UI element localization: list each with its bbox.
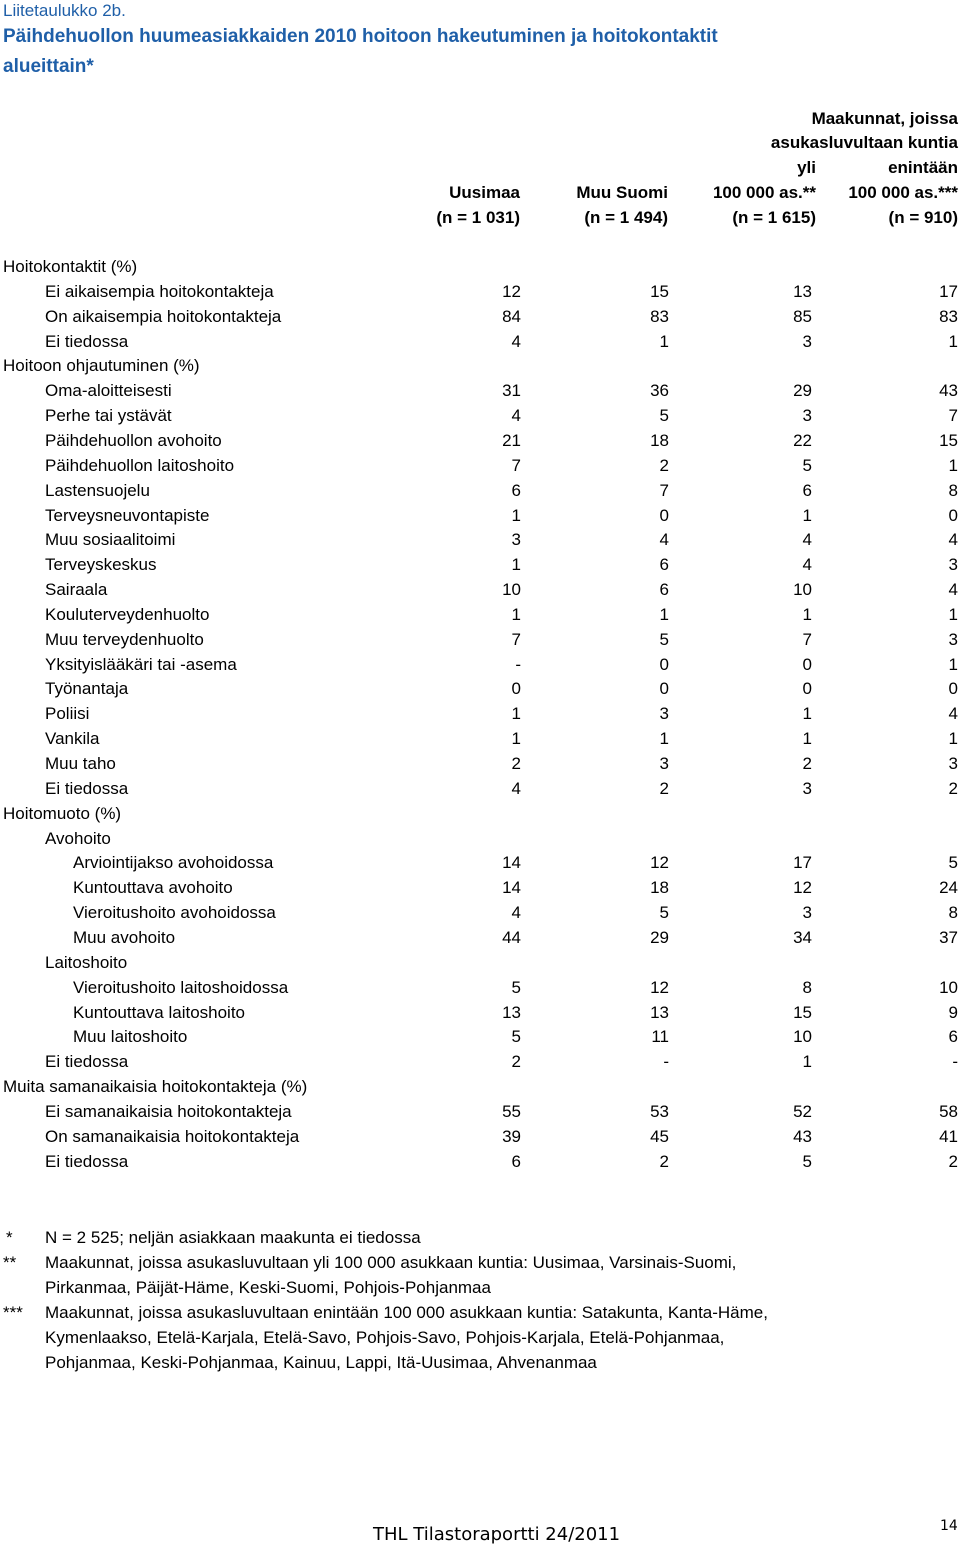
cell-value: 9 [948, 1002, 958, 1022]
cell-value: - [952, 1052, 958, 1072]
cell-value: 6 [511, 480, 521, 500]
row-label: Työnantaja [45, 679, 129, 699]
table-row [0, 1001, 960, 1026]
cell-value: 13 [650, 1002, 669, 1022]
table-row [0, 677, 960, 702]
cell-value: 29 [650, 927, 669, 947]
row-label: Oma-aloitteisesti [45, 381, 172, 401]
cell-value: 3 [948, 754, 958, 773]
cell-value: 3 [802, 903, 812, 923]
cell-value: 7 [511, 629, 521, 649]
cell-value: 4 [511, 778, 521, 798]
table-row [0, 404, 960, 429]
cell-value: 1 [659, 604, 669, 624]
cell-value: 8 [948, 480, 958, 500]
cell-value: 10 [502, 580, 521, 600]
cell-value: 1 [802, 704, 812, 724]
table-row [0, 1125, 960, 1150]
row-label: Poliisi [45, 704, 90, 724]
cell-value: 12 [650, 977, 669, 997]
cell-value: 11 [651, 1027, 669, 1047]
cell-value: 41 [939, 1126, 958, 1146]
cell-value: 1 [511, 555, 521, 575]
row-label: Hoitoon ohjautuminen (%) [3, 356, 200, 376]
cell-value: 21 [502, 430, 521, 450]
cell-value: 1 [659, 331, 669, 351]
cell-value: 14 [502, 878, 521, 898]
row-label: Muu laitoshoito [73, 1027, 188, 1047]
cell-value: 43 [939, 381, 958, 401]
cell-value: 4 [659, 530, 669, 550]
row-label: Hoitomuoto (%) [3, 803, 122, 823]
cell-value: 3 [948, 555, 958, 575]
cell-value: 6 [659, 555, 669, 575]
table-row [0, 354, 960, 379]
cell-value: 7 [802, 629, 812, 649]
document-title-line-1: Päihdehuollon huumeasiakkaiden 2010 hoitoon hakeutuminen ja hoitokontaktit [3, 26, 718, 47]
cell-value: 1 [802, 1052, 812, 1072]
row-label: On aikaisempia hoitokontakteja [45, 306, 282, 326]
cell-value: 0 [659, 505, 669, 525]
cell-value: 1 [802, 505, 812, 525]
cell-value: 6 [511, 1151, 521, 1171]
cell-value: 1 [948, 331, 958, 351]
cell-value: 1 [948, 654, 958, 674]
table-row [0, 330, 960, 355]
row-label: Ei samanaikaisia hoitokontakteja [45, 1101, 292, 1121]
table-row [0, 504, 960, 529]
cell-value: 83 [939, 306, 958, 326]
cell-value: 0 [511, 679, 521, 699]
cell-value: 17 [793, 853, 812, 873]
cell-value: 13 [502, 1002, 521, 1022]
footnote-1-line-1: N = 2 525; neljän asiakkaan maakunta ei tiedossa [45, 1228, 421, 1247]
row-label: Ei tiedossa [45, 1151, 129, 1171]
table-row [0, 603, 960, 628]
row-label: Yksityislääkäri tai -asema [45, 654, 237, 674]
cell-value: 2 [659, 1151, 669, 1171]
cell-value: 2 [948, 778, 958, 798]
cell-value: 4 [511, 406, 521, 426]
footnote-mark-1: * [6, 1228, 13, 1247]
cell-value: 10 [793, 1027, 812, 1047]
cell-value: 3 [802, 331, 812, 351]
cell-value: 3 [659, 754, 669, 773]
row-label: Laitoshoito [45, 952, 128, 972]
cell-value: 1 [659, 729, 669, 749]
cell-value: 2 [802, 754, 812, 773]
table-row [0, 1075, 960, 1100]
cell-value: 2 [948, 1151, 958, 1171]
cell-value: 15 [939, 430, 958, 450]
row-label: Kuntouttava laitoshoito [73, 1002, 246, 1022]
cell-value: 0 [802, 679, 812, 699]
row-label: Ei aikaisempia hoitokontakteja [45, 281, 274, 301]
table-row [0, 777, 960, 802]
cell-value: 1 [948, 604, 958, 624]
table-row [0, 429, 960, 454]
cell-value: 1 [511, 604, 521, 624]
cell-value: 3 [659, 704, 669, 724]
cell-value: 44 [502, 927, 521, 947]
cell-value: 15 [793, 1002, 812, 1022]
cell-value: 1 [511, 505, 521, 525]
report-footer: THL Tilastoraportti 24/2011 [373, 1524, 621, 1545]
cell-value: 3 [511, 530, 521, 550]
cell-value: 0 [948, 679, 958, 699]
cell-value: 37 [939, 927, 958, 947]
cell-value: 1 [802, 729, 812, 749]
cell-value: 2 [511, 754, 521, 773]
row-label: Päihdehuollon laitoshoito [45, 455, 235, 475]
cell-value: 17 [939, 281, 958, 301]
table-row [0, 1025, 960, 1050]
cell-value: 6 [802, 480, 812, 500]
column-header-uusimaa: Uusimaa [449, 183, 520, 202]
table-row [0, 827, 960, 852]
footnote-mark-3: *** [3, 1303, 23, 1322]
row-label: Ei tiedossa [45, 1052, 129, 1072]
column-subheading-yli: yli [797, 158, 816, 177]
row-label: Sairaala [45, 580, 108, 600]
footnote-3-line-1: Maakunnat, joissa asukasluvultaan enintään 100 000 asukkaan kuntia: Satakunta, Kanta-Häme, [45, 1303, 768, 1322]
cell-value: 29 [793, 381, 812, 401]
row-label: Avohoito [45, 828, 111, 848]
row-label: Hoitokontaktit (%) [3, 257, 138, 276]
cell-value: 7 [948, 406, 958, 426]
table-row [0, 752, 960, 777]
row-label: Päihdehuollon avohoito [45, 430, 222, 450]
cell-value: 5 [659, 629, 669, 649]
column-header-yli-100000: 100 000 as.** [712, 183, 816, 202]
footnote-3-line-3: Pohjanmaa, Keski-Pohjanmaa, Kainuu, Lappi, Itä-Uusimaa, Ahvenanmaa [45, 1353, 597, 1372]
cell-value: 45 [650, 1126, 669, 1146]
table-row [0, 479, 960, 504]
row-label: Terveysneuvontapiste [45, 505, 210, 525]
cell-value: 12 [502, 281, 521, 301]
cell-value: 5 [802, 1151, 812, 1171]
cell-value: 36 [650, 381, 669, 401]
table-row [0, 305, 960, 330]
cell-value: 1 [511, 729, 521, 749]
column-group-heading-line-1: Maakunnat, joissa [811, 109, 958, 128]
footnote-mark-2: ** [3, 1253, 17, 1272]
cell-value: 55 [502, 1101, 521, 1121]
table-row [0, 628, 960, 653]
row-label: Muu taho [45, 754, 116, 773]
cell-value: 18 [650, 878, 669, 898]
cell-value: 4 [511, 331, 521, 351]
cell-value: 6 [659, 580, 669, 600]
cell-value: 1 [948, 729, 958, 749]
cell-value: 3 [802, 406, 812, 426]
table-row [0, 578, 960, 603]
row-label: Arviointijakso avohoidossa [73, 853, 274, 873]
cell-value: 4 [511, 903, 521, 923]
table-row [0, 1050, 960, 1075]
table-row [0, 1150, 960, 1175]
table-row [0, 1100, 960, 1125]
row-label: Perhe tai ystävät [45, 406, 172, 426]
cell-value: 7 [511, 455, 521, 475]
cell-value: 83 [650, 306, 669, 326]
footnote-3-line-2: Kymenlaakso, Etelä-Karjala, Etelä-Savo, Pohjois-Savo, Pohjois-Karjala, Etelä-Pohjanmaa, [45, 1328, 725, 1347]
cell-value: 2 [659, 455, 669, 475]
table-row [0, 454, 960, 479]
cell-value: 3 [802, 778, 812, 798]
row-label: Muu terveydenhuolto [45, 629, 204, 649]
cell-value: 2 [511, 1052, 521, 1072]
row-label: Kuntouttava avohoito [73, 878, 233, 898]
cell-value: 4 [802, 530, 812, 550]
table-row [0, 901, 960, 926]
row-label: Vieroitushoito avohoidossa [73, 903, 276, 923]
cell-value: 31 [502, 381, 521, 401]
table-row [0, 802, 960, 827]
table-row [0, 727, 960, 752]
cell-value: 13 [793, 281, 812, 301]
cell-value: 4 [948, 530, 958, 550]
cell-value: 4 [802, 555, 812, 575]
cell-value: 15 [650, 281, 669, 301]
column-subheading-enintaan: enintään [888, 158, 958, 177]
page-number: 14 [940, 1518, 958, 1534]
cell-value: 5 [659, 903, 669, 923]
cell-value: 58 [939, 1101, 958, 1121]
cell-value: 8 [802, 977, 812, 997]
cell-value: 43 [793, 1126, 812, 1146]
cell-value: 53 [650, 1101, 669, 1121]
row-label: Vieroitushoito laitoshoidossa [73, 977, 289, 997]
cell-value: 14 [502, 853, 521, 873]
cell-value: 1 [511, 704, 521, 724]
table-row [0, 528, 960, 553]
cell-value: 84 [502, 306, 521, 326]
column-n-enintaan-100000: (n = 910) [888, 208, 958, 227]
cell-value: 12 [793, 878, 812, 898]
table-row [0, 876, 960, 901]
row-label: Vankila [45, 729, 100, 749]
cell-value: 52 [793, 1101, 812, 1121]
cell-value: 12 [650, 853, 669, 873]
cell-value: 5 [511, 977, 521, 997]
row-label: Ei tiedossa [45, 778, 129, 798]
cell-value: 5 [802, 455, 812, 475]
column-header-muu-suomi: Muu Suomi [576, 183, 668, 202]
cell-value: 0 [802, 654, 812, 674]
row-label: Kouluterveydenhuolto [45, 604, 210, 624]
cell-value: 0 [659, 654, 669, 674]
cell-value: 8 [948, 903, 958, 923]
table-row [0, 379, 960, 404]
cell-value: 10 [793, 580, 812, 600]
table-row [0, 255, 960, 280]
cell-value: 39 [502, 1126, 521, 1146]
column-group-heading-line-2: asukasluvultaan kuntia [770, 133, 958, 152]
column-n-yli-100000: (n = 1 615) [732, 208, 816, 227]
table-row [0, 976, 960, 1001]
table-row [0, 280, 960, 305]
row-label: Terveyskeskus [45, 555, 157, 575]
cell-value: 4 [948, 704, 958, 724]
document-title-line-2: alueittain* [3, 56, 94, 77]
cell-value: 5 [659, 406, 669, 426]
cell-value: - [663, 1052, 669, 1072]
cell-value: 18 [650, 430, 669, 450]
table-row [0, 851, 960, 876]
cell-value: 24 [939, 878, 958, 898]
table-row [0, 702, 960, 727]
cell-value: 0 [948, 505, 958, 525]
footnote-2-line-2: Pirkanmaa, Päijät-Häme, Keski-Suomi, Pohjois-Pohjanmaa [45, 1278, 491, 1297]
table-row [0, 653, 960, 678]
cell-value: 4 [948, 580, 958, 600]
row-label: Muu avohoito [73, 927, 176, 947]
footnote-2-line-1: Maakunnat, joissa asukasluvultaan yli 100 000 asukkaan kuntia: Uusimaa, Varsinais-Suomi, [45, 1253, 737, 1272]
cell-value: 7 [659, 480, 669, 500]
cell-value: 10 [939, 977, 958, 997]
cell-value: 5 [948, 853, 958, 873]
row-label: Muu sosiaalitoimi [45, 530, 176, 550]
cell-value: 5 [511, 1027, 521, 1047]
column-n-muu-suomi: (n = 1 494) [584, 208, 668, 227]
cell-value: 34 [793, 927, 812, 947]
row-label: Muita samanaikaisia hoitokontakteja (%) [3, 1077, 308, 1097]
column-n-uusimaa: (n = 1 031) [436, 208, 520, 227]
table-row [0, 951, 960, 976]
table-row [0, 553, 960, 578]
cell-value: 22 [793, 430, 812, 450]
row-label: Ei tiedossa [45, 331, 129, 351]
row-label: Lastensuojelu [45, 480, 150, 500]
row-label: On samanaikaisia hoitokontakteja [45, 1126, 300, 1146]
cell-value: 1 [948, 455, 958, 475]
cell-value: 6 [948, 1027, 958, 1047]
cell-value: 85 [793, 306, 812, 326]
document-supertitle: Liitetaulukko 2b. [3, 1, 126, 20]
cell-value: 2 [659, 778, 669, 798]
table-row [0, 926, 960, 951]
column-header-enintaan-100000: 100 000 as.*** [848, 183, 958, 202]
cell-value: 3 [948, 629, 958, 649]
cell-value: 1 [802, 604, 812, 624]
cell-value: - [515, 654, 521, 674]
cell-value: 0 [659, 679, 669, 699]
